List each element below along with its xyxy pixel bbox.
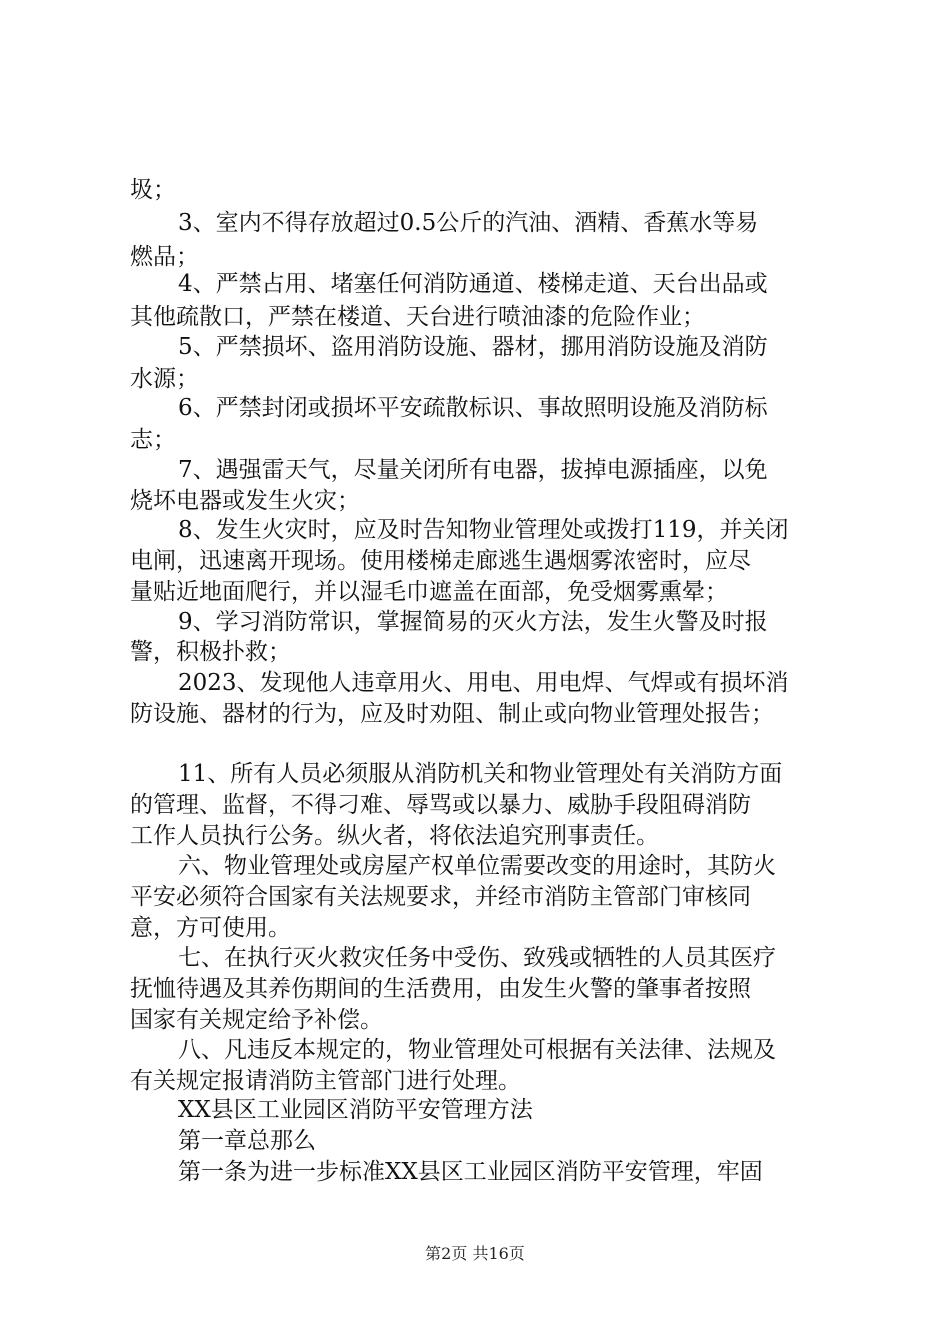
text-line: 意，方可使用。 — [130, 915, 291, 941]
text-line: 电闸，迅速离开现场。使用楼梯走廊逃生遇烟雾浓密时，应尽 — [130, 548, 751, 574]
text-line: 2023、发现他人违章用火、用电、用电焊、气焊或有损坏消 — [178, 670, 789, 696]
section-heading: XX县区工业园区消防平安管理方法 — [178, 1097, 533, 1123]
text-line: 警，积极扑救； — [130, 639, 291, 665]
chapter-heading: 第一章总那么 — [178, 1128, 316, 1154]
text-line: 平安必须符合国家有关法规要求，并经市消防主管部门审核同 — [130, 884, 751, 910]
text-line: 3、室内不得存放超过0.5公斤的汽油、酒精、香蕉水等易 — [178, 210, 759, 236]
text-line: 燃品； — [130, 244, 199, 270]
text-line: 7、遇强雷天气，尽量关闭所有电器，拔掉电源插座，以免 — [178, 457, 768, 483]
text-line: 6、严禁封闭或损坏平安疏散标识、事故照明设施及消防标 — [178, 395, 768, 421]
text-line: 抚恤待遇及其养伤期间的生活费用，由发生火警的肇事者按照 — [130, 976, 751, 1002]
text-line: 烧坏电器或发生火灾； — [130, 488, 360, 514]
text-line: 六、物业管理处或房屋产权单位需要改变的用途时，其防火 — [178, 853, 776, 879]
text-line: 国家有关规定给予补偿。 — [130, 1007, 383, 1033]
text-line: 志； — [130, 427, 176, 453]
text-line: 有关规定报请消防主管部门进行处理。 — [130, 1068, 521, 1094]
text-line: 量贴近地面爬行，并以湿毛巾遮盖在面部，免受烟雾熏晕； — [130, 579, 728, 605]
text-line: 9、学习消防常识，掌握简易的灭火方法，发生火警及时报 — [178, 609, 768, 635]
text-line: 工作人员执行公务。纵火者，将依法追究刑事责任。 — [130, 823, 659, 849]
text-line: 七、在执行灭火救灾任务中受伤、致残或牺牲的人员其医疗 — [178, 945, 776, 971]
text-line: 5、严禁损坏、盗用消防设施、器材，挪用消防设施及消防 — [178, 334, 768, 360]
text-line: 的管理、监督，不得刁难、辱骂或以暴力、威胁手段阻碍消防 — [130, 792, 751, 818]
text-line: 圾； — [130, 177, 176, 203]
text-line: 防设施、器材的行为，应及时劝阻、制止或向物业管理处报告； — [130, 701, 774, 727]
text-line: 4、严禁占用、堵塞任何消防通道、楼梯走道、天台出品或 — [178, 271, 768, 297]
page-number: 第2页 共16页 — [425, 1244, 525, 1263]
text-line: 11、所有人员必须服从消防机关和物业管理处有关消防方面 — [178, 761, 783, 787]
text-line: 八、凡违反本规定的，物业管理处可根据有关法律、法规及 — [178, 1037, 776, 1063]
text-line: 8、发生火灾时，应及时告知物业管理处或拨打119，并关闭 — [178, 517, 789, 543]
text-line: 第一条为进一步标准XX县区工业园区消防平安管理，牢固 — [178, 1159, 763, 1185]
text-line: 其他疏散口，严禁在楼道、天台进行喷油漆的危险作业； — [130, 304, 705, 330]
text-line: 水源； — [130, 366, 199, 392]
